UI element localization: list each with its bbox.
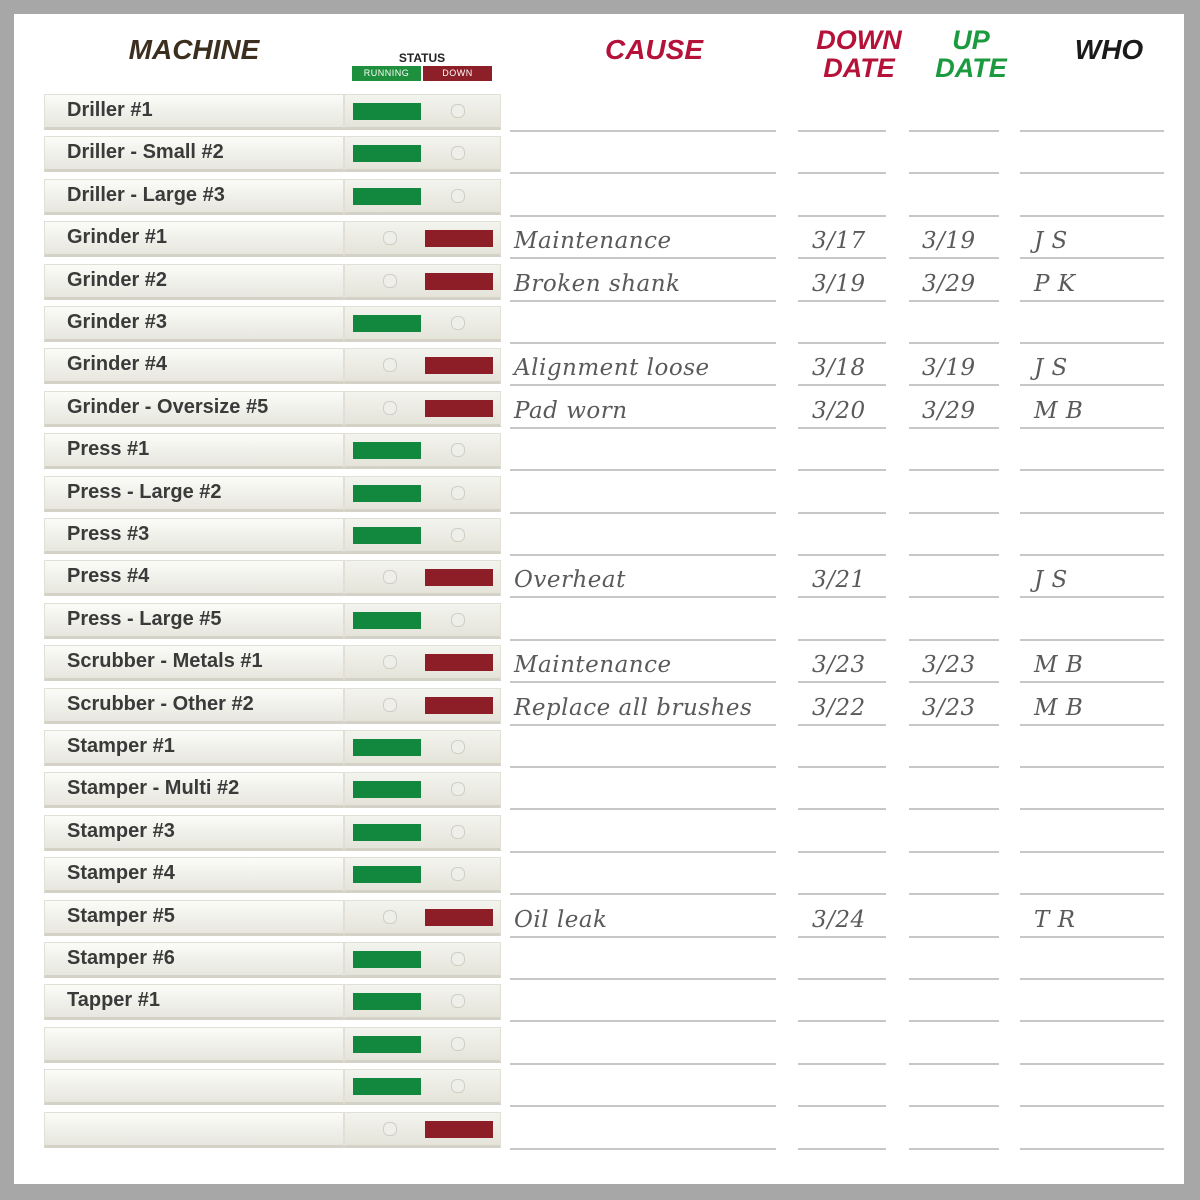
down-date-text: 3/24 (812, 907, 866, 933)
cause-text: Maintenance (514, 228, 672, 254)
machine-row (44, 688, 501, 724)
machine-row (44, 1027, 501, 1063)
who-line (1020, 384, 1164, 386)
down-date-line (798, 1105, 886, 1107)
status-board (14, 14, 1184, 1184)
who-text: T R (1034, 907, 1076, 933)
up-date-line (909, 808, 999, 810)
machine-name-card[interactable]: Press - Large #5 (44, 603, 344, 639)
up-date-header-line2: DATE (935, 53, 1007, 83)
slider-knob-icon (451, 740, 465, 754)
who-text: J S (1034, 355, 1068, 381)
down-date-line (798, 1063, 886, 1065)
machine-name-card[interactable]: Driller - Large #3 (44, 179, 344, 215)
down-date-line (798, 130, 886, 132)
machine-row (44, 560, 501, 596)
cause-line (510, 1105, 776, 1107)
slider-knob-icon (451, 867, 465, 881)
cause-line (510, 596, 776, 598)
who-line (1020, 808, 1164, 810)
down-date-text: 3/22 (812, 695, 866, 721)
slider-knob-icon (451, 189, 465, 203)
status-slider[interactable] (344, 603, 501, 639)
status-slider[interactable] (344, 645, 501, 681)
cause-header: CAUSE (604, 34, 703, 65)
up-date-text: 3/19 (922, 228, 976, 254)
who-text: J S (1034, 567, 1068, 593)
down-date-text: 3/21 (812, 567, 866, 593)
who-line (1020, 512, 1164, 514)
down-date-text: 3/20 (812, 398, 866, 424)
machine-name-card[interactable]: Stamper #4 (44, 857, 344, 893)
machine-row (44, 900, 501, 936)
slider-knob-icon (383, 910, 397, 924)
machine-name-card[interactable]: Press #3 (44, 518, 344, 554)
slider-knob-icon (383, 698, 397, 712)
cause-line (510, 257, 776, 259)
machine-name-card[interactable] (44, 1112, 344, 1148)
up-date-line (909, 766, 999, 768)
slider-knob-icon (451, 443, 465, 457)
status-slider[interactable] (344, 1027, 501, 1063)
status-slider[interactable] (344, 688, 501, 724)
running-indicator (353, 315, 421, 332)
machine-row (44, 730, 501, 766)
machine-name-card[interactable]: Stamper - Multi #2 (44, 772, 344, 808)
cause-text: Replace all brushes (514, 695, 753, 721)
machine-row (44, 1069, 501, 1105)
who-line (1020, 1020, 1164, 1022)
status-slider[interactable] (344, 264, 501, 300)
up-date-line (909, 384, 999, 386)
down-date-header (804, 26, 914, 82)
down-key: DOWN (423, 66, 492, 81)
machine-row (44, 221, 501, 257)
running-indicator (353, 781, 421, 798)
down-date-line (798, 172, 886, 174)
up-date-text: 3/23 (922, 695, 976, 721)
machine-name-card[interactable]: Stamper #5 (44, 900, 344, 936)
machine-row (44, 476, 501, 512)
cause-line (510, 215, 776, 217)
machine-row (44, 94, 501, 130)
down-date-line (798, 554, 886, 556)
running-key: RUNNING (352, 66, 421, 81)
who-text: M B (1034, 695, 1084, 721)
running-indicator (353, 866, 421, 883)
up-date-line (909, 257, 999, 259)
down-date-line (798, 342, 886, 344)
up-date-line (909, 469, 999, 471)
up-date-line (909, 1105, 999, 1107)
who-line (1020, 936, 1164, 938)
who-header: WHO (1074, 34, 1144, 65)
up-date-text: 3/29 (922, 398, 976, 424)
machine-name-card[interactable]: Press - Large #2 (44, 476, 344, 512)
who-text: M B (1034, 652, 1084, 678)
down-indicator (425, 230, 493, 247)
machine-row (44, 645, 501, 681)
up-date-text: 3/29 (922, 271, 976, 297)
cause-line (510, 936, 776, 938)
status-slider[interactable] (344, 815, 501, 851)
who-line (1020, 300, 1164, 302)
machine-name-card[interactable]: Grinder #1 (44, 221, 344, 257)
who-line (1020, 1063, 1164, 1065)
up-date-text: 3/19 (922, 355, 976, 381)
up-date-line (909, 512, 999, 514)
cause-line (510, 427, 776, 429)
down-date-line (798, 300, 886, 302)
machine-row (44, 1112, 501, 1148)
up-date-header-line1: UP (952, 25, 990, 55)
status-slider[interactable] (344, 772, 501, 808)
cause-line (510, 1020, 776, 1022)
up-date-line (909, 300, 999, 302)
cause-line (510, 342, 776, 344)
status-slider[interactable] (344, 1112, 501, 1148)
slider-knob-icon (383, 655, 397, 669)
cause-line (510, 1063, 776, 1065)
running-indicator (353, 612, 421, 629)
up-date-line (909, 427, 999, 429)
who-line (1020, 172, 1164, 174)
slider-knob-icon (451, 104, 465, 118)
machine-name-card[interactable]: Stamper #3 (44, 815, 344, 851)
down-date-line (798, 724, 886, 726)
who-line (1020, 1105, 1164, 1107)
machine-name-card[interactable]: Press #1 (44, 433, 344, 469)
up-date-line (909, 851, 999, 853)
cause-line (510, 554, 776, 556)
cause-text: Maintenance (514, 652, 672, 678)
down-indicator (425, 273, 493, 290)
cause-line (510, 766, 776, 768)
status-title: STATUS (398, 51, 446, 65)
slider-knob-icon (451, 146, 465, 160)
who-line (1020, 681, 1164, 683)
machine-row (44, 348, 501, 384)
up-date-line (909, 1148, 999, 1150)
slider-knob-icon (383, 1122, 397, 1136)
down-date-line (798, 384, 886, 386)
up-date-text: 3/23 (922, 652, 976, 678)
status-slider[interactable] (344, 391, 501, 427)
slider-knob-icon (451, 994, 465, 1008)
status-slider[interactable] (344, 433, 501, 469)
machine-name-card[interactable]: Grinder #2 (44, 264, 344, 300)
cause-line (510, 300, 776, 302)
status-slider[interactable] (344, 900, 501, 936)
who-line (1020, 639, 1164, 641)
cause-line (510, 978, 776, 980)
machine-row (44, 306, 501, 342)
who-line (1020, 469, 1164, 471)
up-date-line (909, 1020, 999, 1022)
machine-row (44, 984, 501, 1020)
down-date-line (798, 427, 886, 429)
who-text: J S (1034, 228, 1068, 254)
slider-knob-icon (451, 486, 465, 500)
who-line (1020, 1148, 1164, 1150)
up-date-line (909, 596, 999, 598)
slider-knob-icon (451, 952, 465, 966)
up-date-line (909, 1063, 999, 1065)
down-date-line (798, 639, 886, 641)
machine-row (44, 136, 501, 172)
status-slider[interactable] (344, 348, 501, 384)
machine-name-card[interactable]: Tapper #1 (44, 984, 344, 1020)
up-date-line (909, 893, 999, 895)
status-slider[interactable] (344, 730, 501, 766)
down-date-line (798, 215, 886, 217)
who-line (1020, 893, 1164, 895)
slider-knob-icon (451, 316, 465, 330)
running-indicator (353, 145, 421, 162)
cause-line (510, 172, 776, 174)
running-indicator (353, 951, 421, 968)
status-slider[interactable] (344, 179, 501, 215)
cause-text: Broken shank (514, 271, 681, 297)
down-date-header-line2: DATE (823, 53, 895, 83)
down-date-line (798, 596, 886, 598)
running-indicator (353, 993, 421, 1010)
status-legend (352, 66, 492, 81)
slider-knob-icon (451, 1079, 465, 1093)
up-date-header (916, 26, 1026, 82)
who-line (1020, 215, 1164, 217)
running-indicator (353, 485, 421, 502)
who-line (1020, 978, 1164, 980)
running-indicator (353, 103, 421, 120)
who-line (1020, 427, 1164, 429)
cause-line (510, 851, 776, 853)
running-indicator (353, 1078, 421, 1095)
machine-header: MACHINE (128, 34, 260, 65)
who-line (1020, 596, 1164, 598)
cause-line (510, 724, 776, 726)
down-indicator (425, 697, 493, 714)
machine-name-card[interactable]: Scrubber - Other #2 (44, 688, 344, 724)
up-date-line (909, 681, 999, 683)
who-line (1020, 342, 1164, 344)
machine-name-card[interactable]: Press #4 (44, 560, 344, 596)
slider-knob-icon (451, 528, 465, 542)
running-indicator (353, 824, 421, 841)
cause-line (510, 469, 776, 471)
down-date-line (798, 851, 886, 853)
up-date-line (909, 172, 999, 174)
machine-row (44, 433, 501, 469)
cause-line (510, 681, 776, 683)
up-date-line (909, 342, 999, 344)
machine-row (44, 391, 501, 427)
up-date-line (909, 724, 999, 726)
down-date-text: 3/23 (812, 652, 866, 678)
machine-name-card[interactable]: Stamper #6 (44, 942, 344, 978)
down-date-line (798, 893, 886, 895)
down-indicator (425, 1121, 493, 1138)
up-date-line (909, 554, 999, 556)
machine-name-card[interactable]: Driller #1 (44, 94, 344, 130)
running-indicator (353, 188, 421, 205)
running-indicator (353, 739, 421, 756)
who-text: P K (1034, 271, 1076, 297)
down-date-line (798, 936, 886, 938)
down-indicator (425, 400, 493, 417)
machine-row (44, 179, 501, 215)
machine-name-card[interactable]: Scrubber - Metals #1 (44, 645, 344, 681)
who-line (1020, 554, 1164, 556)
slider-knob-icon (383, 358, 397, 372)
status-slider[interactable] (344, 518, 501, 554)
cause-text: Oil leak (514, 907, 608, 933)
down-date-text: 3/18 (812, 355, 866, 381)
who-line (1020, 130, 1164, 132)
slider-knob-icon (451, 1037, 465, 1051)
slider-knob-icon (451, 825, 465, 839)
slider-knob-icon (383, 274, 397, 288)
machine-name-card[interactable]: Grinder #4 (44, 348, 344, 384)
down-indicator (425, 654, 493, 671)
who-line (1020, 724, 1164, 726)
down-date-header-line1: DOWN (816, 25, 902, 55)
machine-name-card[interactable]: Grinder #3 (44, 306, 344, 342)
down-date-line (798, 469, 886, 471)
cause-text: Overheat (514, 567, 626, 593)
cause-text: Pad worn (514, 398, 628, 424)
running-indicator (353, 1036, 421, 1053)
machine-row (44, 942, 501, 978)
cause-text: Alignment loose (514, 355, 710, 381)
machine-row (44, 603, 501, 639)
machine-row (44, 815, 501, 851)
who-line (1020, 257, 1164, 259)
status-slider[interactable] (344, 984, 501, 1020)
down-date-line (798, 766, 886, 768)
machine-name-card[interactable]: Stamper #1 (44, 730, 344, 766)
up-date-line (909, 978, 999, 980)
status-slider[interactable] (344, 857, 501, 893)
slider-knob-icon (451, 613, 465, 627)
down-date-line (798, 257, 886, 259)
cause-line (510, 1148, 776, 1150)
machine-name-card[interactable]: Grinder - Oversize #5 (44, 391, 344, 427)
who-text: M B (1034, 398, 1084, 424)
down-date-line (798, 1148, 886, 1150)
running-indicator (353, 527, 421, 544)
machine-row (44, 772, 501, 808)
status-slider[interactable] (344, 306, 501, 342)
machine-name-card[interactable] (44, 1027, 344, 1063)
down-date-text: 3/19 (812, 271, 866, 297)
down-indicator (425, 569, 493, 586)
slider-knob-icon (451, 782, 465, 796)
down-date-line (798, 808, 886, 810)
running-indicator (353, 442, 421, 459)
up-date-line (909, 130, 999, 132)
status-slider[interactable] (344, 560, 501, 596)
down-indicator (425, 357, 493, 374)
down-date-line (798, 681, 886, 683)
up-date-line (909, 639, 999, 641)
down-date-text: 3/17 (812, 228, 866, 254)
down-date-line (798, 978, 886, 980)
slider-knob-icon (383, 570, 397, 584)
who-line (1020, 851, 1164, 853)
machine-name-card[interactable]: Driller - Small #2 (44, 136, 344, 172)
cause-line (510, 512, 776, 514)
machine-row (44, 264, 501, 300)
cause-line (510, 639, 776, 641)
up-date-line (909, 215, 999, 217)
status-slider[interactable] (344, 942, 501, 978)
cause-line (510, 808, 776, 810)
down-date-line (798, 1020, 886, 1022)
machine-row (44, 518, 501, 554)
cause-line (510, 130, 776, 132)
status-slider[interactable] (344, 476, 501, 512)
status-slider[interactable] (344, 1069, 501, 1105)
status-slider[interactable] (344, 221, 501, 257)
who-line (1020, 766, 1164, 768)
cause-line (510, 384, 776, 386)
slider-knob-icon (383, 401, 397, 415)
status-slider[interactable] (344, 94, 501, 130)
status-header (352, 52, 492, 81)
up-date-line (909, 936, 999, 938)
down-indicator (425, 909, 493, 926)
slider-knob-icon (383, 231, 397, 245)
down-date-line (798, 512, 886, 514)
machine-row (44, 857, 501, 893)
machine-name-card[interactable] (44, 1069, 344, 1105)
cause-line (510, 893, 776, 895)
status-slider[interactable] (344, 136, 501, 172)
